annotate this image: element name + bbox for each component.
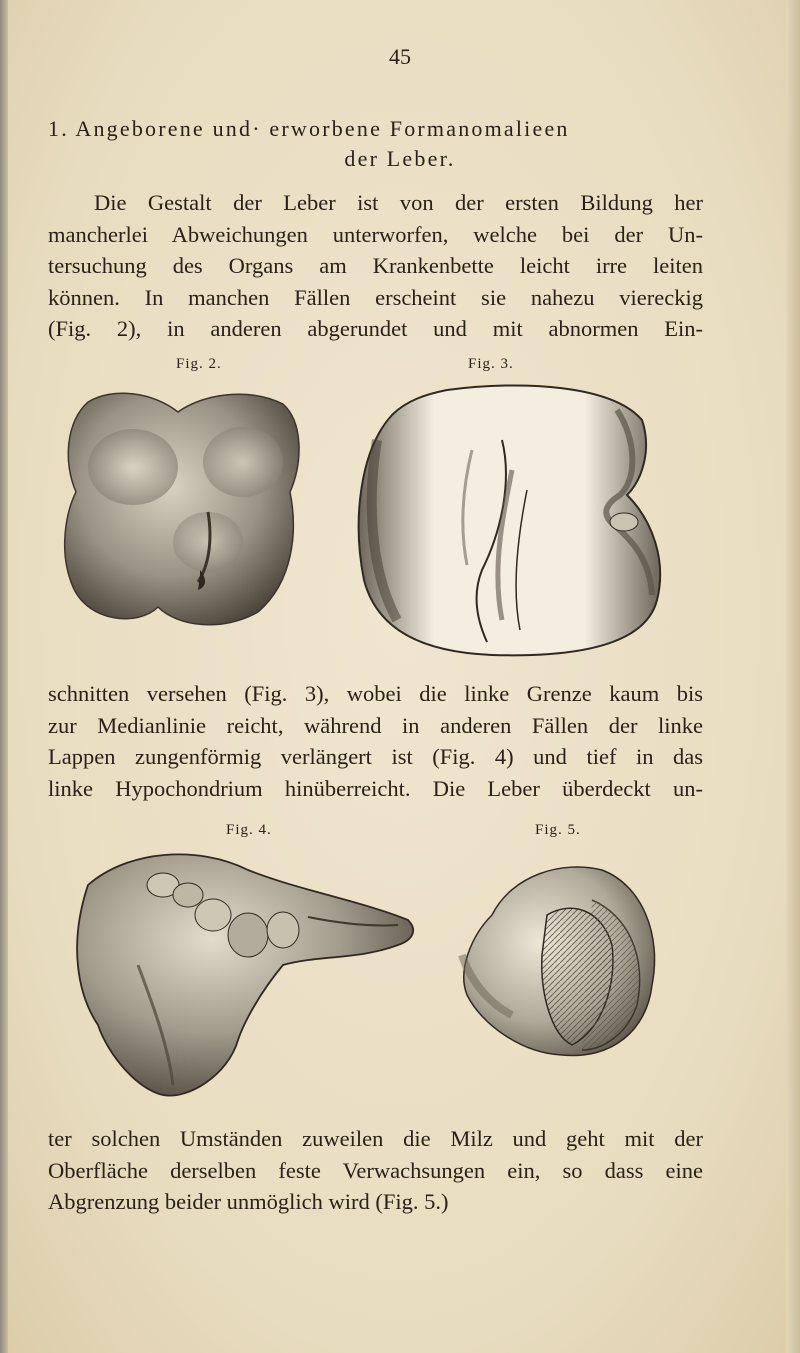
text-line: zur Medianlinie reicht, während in anderen Fällen der linke <box>48 712 703 738</box>
text-line: tersuchung des Organs am Krankenbette leicht irre leiten <box>48 253 703 278</box>
figure-3-liver-illustration <box>352 380 674 662</box>
text-line: linke Hypochondrium hinüberreicht. Die Leber überdeckt un- <box>48 775 703 801</box>
figure-4-liver-illustration <box>68 845 420 1110</box>
section-heading: 1. Angeborene und· erworbene Formanomalieen <box>48 116 570 141</box>
text-line: (Fig. 2), in anderen abgerundet und mit abnormen Ein- <box>48 316 703 341</box>
page-outer-edge <box>786 0 800 1353</box>
text-line: mancherlei Abweichungen unterworfen, welche bei der Un- <box>48 221 703 247</box>
figure-2-label: Fig. 2. <box>176 356 222 372</box>
paragraph-2 <box>48 678 703 804</box>
section-heading-continued: der Leber. <box>344 146 456 171</box>
text-line: Abgrenzung beider unmöglich wird (Fig. 5.) <box>48 1189 449 1214</box>
page-number: 45 <box>389 44 411 69</box>
text-line: Oberfläche derselben feste Verwachsungen ein, so dass eine <box>48 1157 703 1183</box>
paragraph-1 <box>48 187 703 345</box>
text-line: Die Gestalt der Leber ist von der ersten Bildung her <box>94 190 703 215</box>
figure-5-label: Fig. 5. <box>535 822 581 838</box>
figure-3-label: Fig. 3. <box>468 356 514 372</box>
paragraph-3 <box>48 1123 703 1218</box>
figure-5-liver-spleen-illustration <box>452 855 664 1065</box>
text-line: ter solchen Umständen zuweilen die Milz und geht mit der <box>48 1126 703 1151</box>
text-line: schnitten versehen (Fig. 3), wobei die linke Grenze kaum bis <box>48 681 703 706</box>
page-binding-edge <box>0 0 8 1353</box>
text-line: Lappen zungenförmig verlängert ist (Fig. 4) und tief in das <box>48 744 703 769</box>
figure-2-liver-illustration <box>58 382 308 637</box>
text-line: können. In manchen Fällen erscheint sie nahezu viereckig <box>48 284 703 310</box>
figure-4-label: Fig. 4. <box>226 822 272 838</box>
